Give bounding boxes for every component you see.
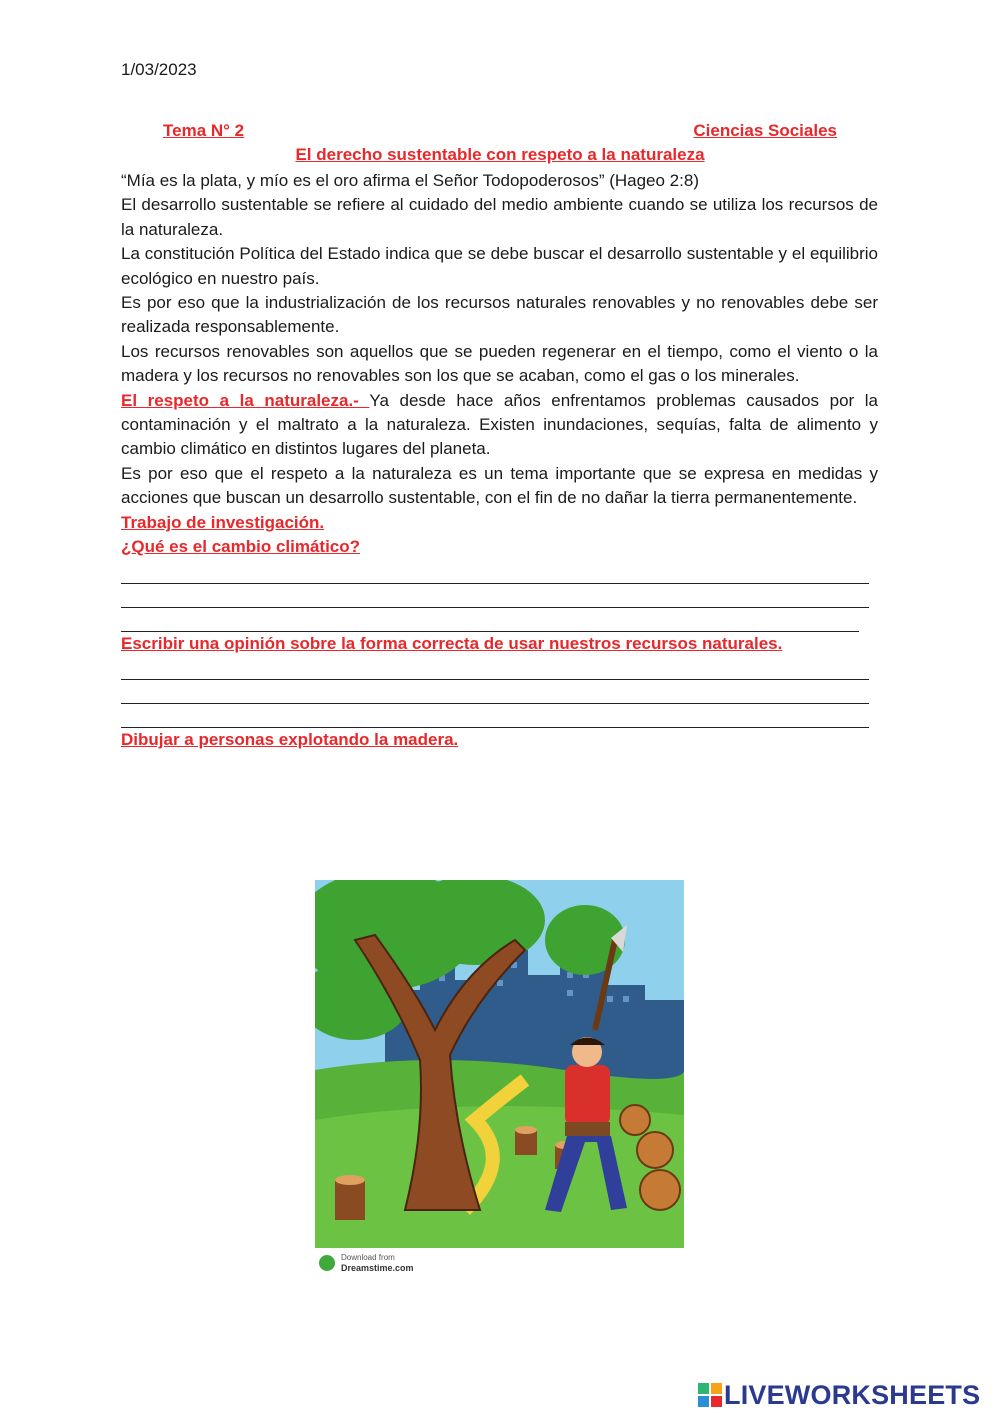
opinion-prompt: Escribir una opinión sobre la forma correcta de usar nuestros recursos naturales. <box>121 633 783 653</box>
opinion-line-2[interactable] <box>121 680 869 704</box>
credit-line-1: Download from <box>341 1253 395 1262</box>
answer-line-1[interactable] <box>121 560 869 584</box>
page-title: El derecho sustentable con respeto a la naturaleza <box>295 145 705 164</box>
paragraph-1: El desarrollo sustentable se refiere al cuidado del medio ambiente cuando se utiliza los recursos de la naturaleza. <box>121 195 878 239</box>
topic-number: Tema N° 2 <box>163 121 245 140</box>
paragraph-4: Los recursos renovables son aquellos que se pueden regenerar en el tiempo, como el viento o la madera y los recursos no renovables son los que se acaban, como el gas o los minerales. <box>121 341 878 386</box>
research-heading: Trabajo de investigación. <box>121 512 325 532</box>
brand-name: LIVEWORKSHEETS <box>724 1379 981 1410</box>
credit-line-2: Dreamstime.com <box>341 1263 414 1273</box>
answer-line-2[interactable] <box>121 584 869 608</box>
bible-quote: “Mía es la plata, y mío es el oro afirma el Señor Todopoderosos” (Hageo 2:8) <box>121 171 699 190</box>
paragraph-2: La constitución Política del Estado indica que se debe buscar el desarrollo sustentable y el equilibrio ecológico en nuestro país. <box>121 244 878 288</box>
dreamstime-logo-icon <box>319 1255 335 1271</box>
climate-question: ¿Qué es el cambio climático? <box>121 537 361 557</box>
opinion-line-1[interactable] <box>121 656 869 680</box>
draw-prompt: Dibujar a personas explotando la madera. <box>121 729 459 749</box>
lumberjack-picture <box>315 880 684 1278</box>
liveworksheets-logo-icon <box>698 1383 722 1407</box>
paragraph-3: Es por eso que la industrialización de los recursos naturales renovables y no renovables debe ser realizada responsablemente. <box>121 293 878 337</box>
paragraph-respeto <box>121 389 878 462</box>
subject: Ciencias Sociales <box>693 121 837 140</box>
paragraph-5: Es por eso que el respeto a la naturaleza es un tema importante que se expresa en medidas y acciones que buscan un desarrollo sustentable, con el fin de no dañar la tierra permanentemente. <box>121 463 878 508</box>
date: 1/03/2023 <box>121 60 197 79</box>
worksheet-body <box>121 169 878 752</box>
topic-row <box>163 121 837 143</box>
lumberjack-illustration <box>315 880 684 1278</box>
liveworksheets-brand[interactable] <box>698 1380 980 1410</box>
answer-line-3[interactable] <box>121 608 859 632</box>
respeto-heading: El respeto a la naturaleza.- <box>121 390 370 410</box>
opinion-line-3[interactable] <box>121 704 869 728</box>
respeto-text: Ya desde hace años enfrentamos problemas causados por la contaminación y el maltrato a la naturaleza. Existen inundaciones, sequías, falta de alimento y cambio climático en distintos lugares del planeta. <box>121 390 878 459</box>
